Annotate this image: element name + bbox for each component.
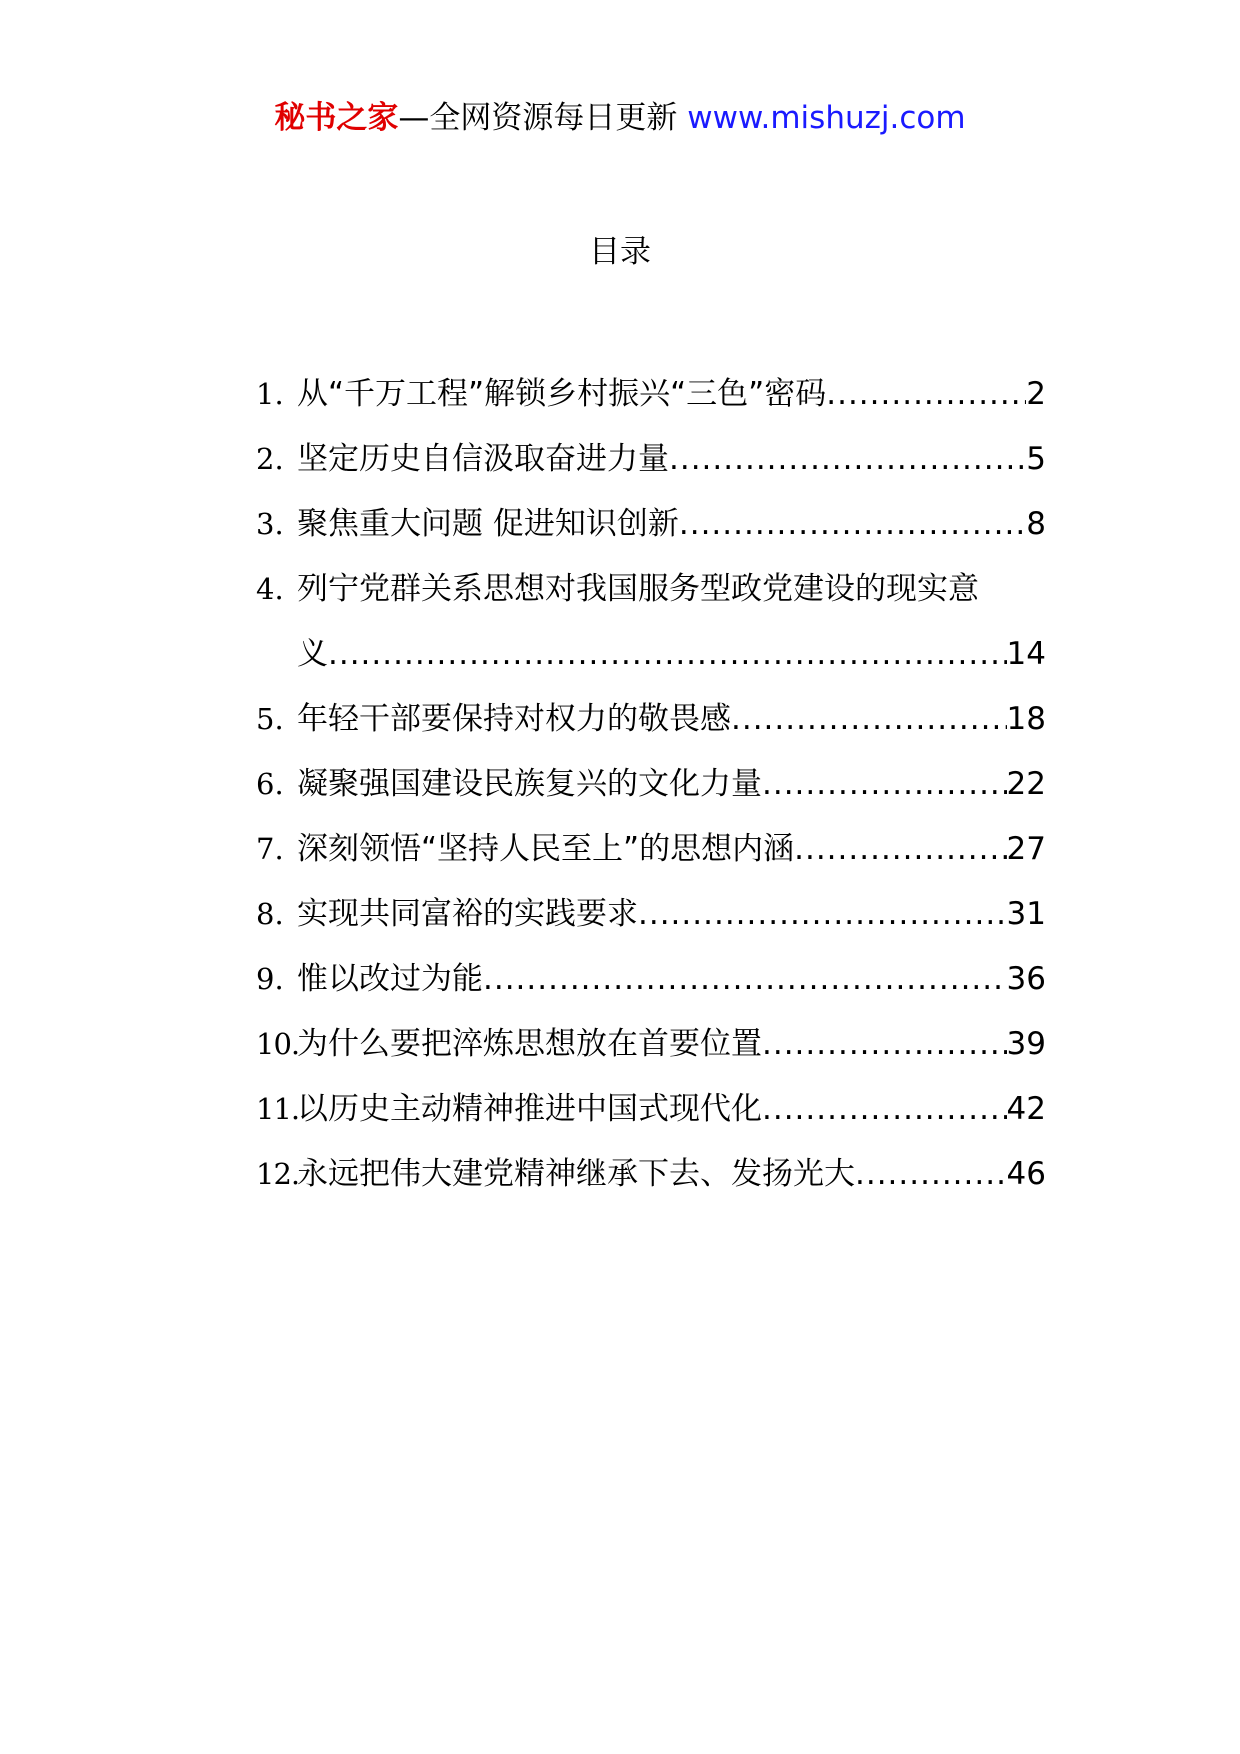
toc-entry-title: 惟以改过为能 (297, 961, 483, 997)
toc-entry-page: 2 (1026, 376, 1046, 412)
toc-entry-title: 以历史主动精神推进中国式现代化 (297, 1091, 762, 1127)
toc-dot-leader (826, 362, 1026, 427)
toc-dot-leader (483, 947, 1007, 1012)
toc-entry-title-continued: 义 (297, 636, 328, 672)
toc-entry-12[interactable] (256, 1142, 1046, 1207)
toc-entry-3[interactable] (256, 492, 1046, 557)
toc-entry-number: 4. (256, 572, 284, 606)
toc-entry-5[interactable] (256, 687, 1046, 752)
toc-entry-title: 凝聚强国建设民族复兴的文化力量 (297, 766, 762, 802)
toc-entry-number: 9. (256, 962, 284, 996)
toc-entry-page: 5 (1026, 441, 1046, 477)
toc-entry-1[interactable] (256, 362, 1046, 427)
brand-name: 秘书之家 (274, 100, 399, 136)
toc-entry-4[interactable] (256, 557, 1046, 687)
toc-entry-page: 46 (1006, 1156, 1046, 1192)
toc-dot-leader (794, 817, 1006, 882)
toc-entry-number: 6. (256, 767, 284, 801)
site-url-link[interactable]: www.mishuzj.com (687, 100, 966, 136)
toc-dot-leader (855, 1142, 1007, 1207)
toc-entry-title: 列宁党群关系思想对我国服务型政党建设的现实意 (297, 571, 979, 607)
toc-entry-page: 14 (1006, 636, 1046, 672)
toc-entry-title: 实现共同富裕的实践要求 (297, 896, 638, 932)
toc-entry-number: 1. (256, 377, 284, 411)
toc-dot-leader (762, 1012, 1007, 1077)
toc-entry-8[interactable] (256, 882, 1046, 947)
toc-dot-leader (731, 687, 1007, 752)
toc-entry-number: 2. (256, 442, 284, 476)
toc-title: 目录 (589, 234, 651, 270)
toc-entry-page: 18 (1006, 701, 1046, 737)
toc-entry-title: 为什么要把淬炼思想放在首要位置 (297, 1026, 762, 1062)
toc-dot-leader (669, 427, 1026, 492)
toc-entry-10[interactable] (256, 1012, 1046, 1077)
toc-entry-page: 31 (1006, 896, 1046, 932)
toc-entry-6[interactable] (256, 752, 1046, 817)
toc-entry-11[interactable] (256, 1077, 1046, 1142)
toc-entry-title: 永远把伟大建党精神继承下去、发扬光大 (297, 1156, 855, 1192)
table-of-contents (256, 362, 1046, 1207)
toc-entry-page: 27 (1006, 831, 1046, 867)
toc-entry-title: 坚定历史自信汲取奋进力量 (297, 441, 669, 477)
toc-entry-page: 22 (1006, 766, 1046, 802)
header-tagline: —全网资源每日更新 (398, 100, 678, 136)
toc-entry-9[interactable] (256, 947, 1046, 1012)
toc-entry-title: 深刻领悟“坚持人民至上”的思想内涵 (297, 831, 795, 867)
toc-dot-leader (328, 622, 1007, 687)
toc-entry-number: 5. (256, 702, 284, 736)
toc-entry-7[interactable] (256, 817, 1046, 882)
toc-entry-page: 39 (1006, 1026, 1046, 1062)
toc-dot-leader (638, 882, 1007, 947)
toc-entry-2[interactable] (256, 427, 1046, 492)
toc-dot-leader (762, 752, 1007, 817)
toc-entry-title: 从“千万工程”解锁乡村振兴“三色”密码 (297, 376, 827, 412)
toc-entry-number: 10. (256, 1027, 300, 1061)
toc-entry-number: 7. (256, 832, 284, 866)
toc-entry-title: 年轻干部要保持对权力的敬畏感 (297, 701, 731, 737)
toc-entry-number: 11. (256, 1092, 300, 1126)
toc-entry-number: 8. (256, 897, 284, 931)
toc-entry-title: 聚焦重大问题 促进知识创新 (297, 506, 679, 542)
toc-entry-page: 36 (1006, 961, 1046, 997)
toc-entry-page: 42 (1006, 1091, 1046, 1127)
toc-entry-page: 8 (1026, 506, 1046, 542)
toc-entry-number: 3. (256, 507, 284, 541)
toc-entry-number: 12. (256, 1157, 300, 1191)
site-header (0, 98, 1240, 138)
toc-dot-leader (679, 492, 1026, 557)
toc-dot-leader (762, 1077, 1007, 1142)
